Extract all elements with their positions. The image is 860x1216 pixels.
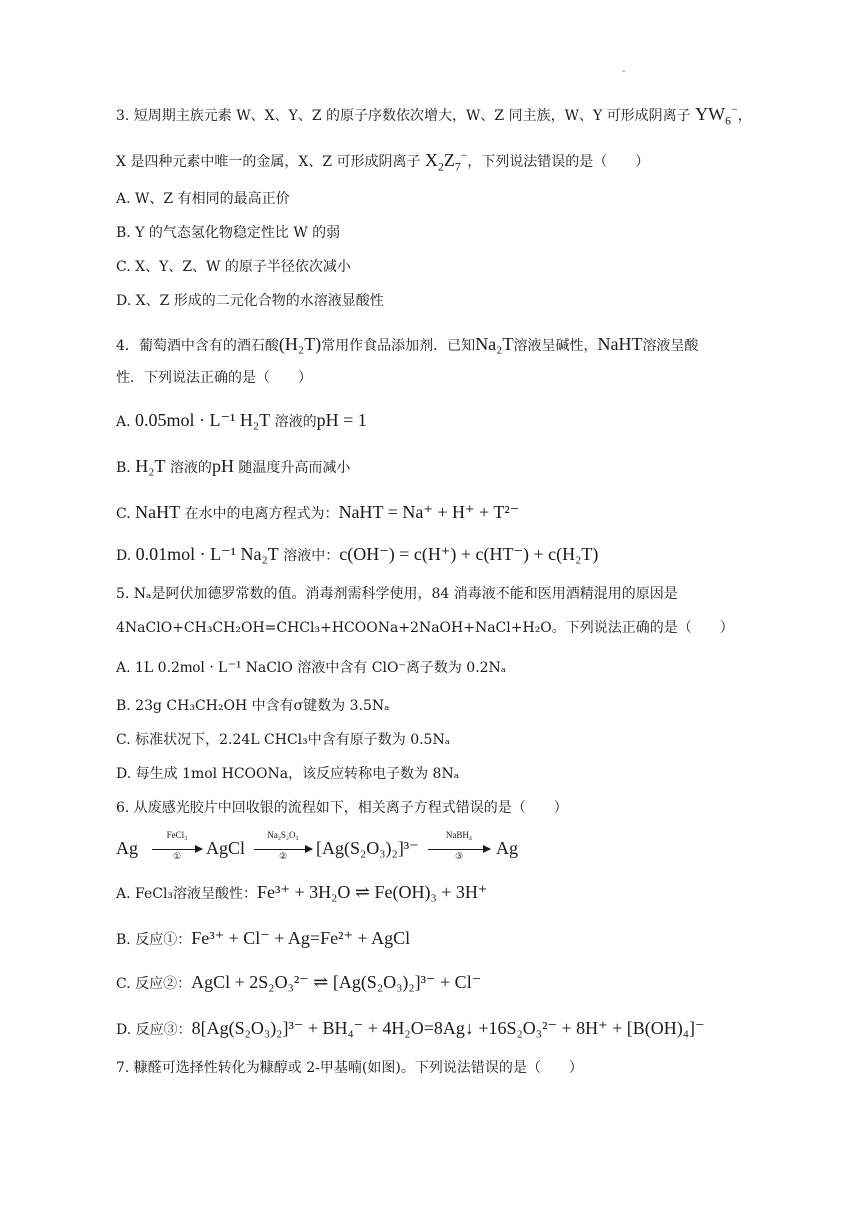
flow-step-2: ② xyxy=(278,851,288,861)
q7-stem: 7. 糠醛可选择性转化为糠醇或 2-甲基喃(如图)。下列说法错误的是（ ） xyxy=(116,1060,583,1076)
flow-reagent-na2s2o3: Na₂S₂O₃ xyxy=(267,830,299,840)
q4-option-a: A. 0.05mol · L⁻¹ H₂T 溶液的pH = 1 xyxy=(116,410,367,430)
page-mark: - xyxy=(622,66,626,77)
q3-ion-x2z7: $X_2Z_7^-$ xyxy=(425,149,468,174)
q3-option-d: D. X、Z 形成的二元化合物的水溶液显酸性 xyxy=(116,293,384,309)
q4-stem-line2: 性．下列说法正确的是（ ） xyxy=(116,370,312,386)
q4-option-d: D. 0.01mol · L⁻¹ Na₂T 溶液中：c(OH⁻) = c(H⁺) + c(HT⁻) + c(H₂T) xyxy=(116,544,599,564)
q4-option-b: B. H₂T 溶液的pH 随温度升高而减小 xyxy=(116,456,351,476)
q5-stem-line2: 4NaClO+CH₃CH₂OH=CHCl₃+HCOONa+2NaOH+NaCl+H₂O。下列说法正确的是（ ） xyxy=(116,620,734,636)
q6-option-c: C. 反应②：AgCl + 2S₂O₃²⁻ ⇌ [Ag(S₂O₃)₂]³⁻ + Cl⁻ xyxy=(116,972,482,992)
flow-step-1: ① xyxy=(172,851,182,861)
flow-arrow-2 xyxy=(254,849,312,850)
q5-option-d: D. 每生成 1mol HCOONa，该反应转称电子数为 8Nₐ xyxy=(116,766,460,782)
q6-stem: 6. 从废感光胶片中回收银的流程如下，相关离子方程式错误的是（ ） xyxy=(116,800,568,816)
flow-node-complex: [Ag(S₂O₃)₂]³⁻ xyxy=(316,838,419,858)
q6-flow-diagram xyxy=(116,830,536,864)
q3-option-b: B. Y 的气态氢化物稳定性比 W 的弱 xyxy=(116,225,341,241)
q3-stem-text: 3. 短周期主族元素 W、X、Y、Z 的原子序数依次增大，W、Z 同主族，W、Y 可形成阴离子 xyxy=(116,108,691,124)
flow-node-ag: Ag xyxy=(116,838,138,858)
q4-na2t: Na₂T xyxy=(475,334,514,354)
q5-option-c: C. 标准状况下，2.24L CHCl₃中含有原子数为 0.5Nₐ xyxy=(116,732,451,748)
q3-ion-yw6: $YW_6^-$ xyxy=(695,103,738,128)
flow-arrow-3 xyxy=(428,849,490,850)
q5-option-b: B. 23g CH₃CH₂OH 中含有σ键数为 3.5Nₐ xyxy=(116,698,390,714)
q3-stem-line1: 3. 短周期主族元素 W、X、Y、Z 的原子序数依次增大，W、Z 同主族，W、Y 可形成阴离子 $YW_6^-$， xyxy=(116,103,752,128)
flow-node-agcl: AgCl xyxy=(206,838,246,858)
q4-option-c: C. NaHT 在水中的电离方程式为：NaHT = Na⁺ + H⁺ + T²⁻ xyxy=(116,502,520,522)
flow-arrow-1 xyxy=(152,849,202,850)
q5-option-a: A. 1L 0.2mol · L⁻¹ NaClO 溶液中含有 ClO⁻离子数为 0.2Nₐ xyxy=(116,659,507,676)
q6-option-d: D. 反应③：8[Ag(S₂O₃)₂]³⁻ + BH₄⁻ + 4H₂O=8Ag↓ +16S₂O₃²⁻ + 8H⁺ + [B(OH)₄]⁻ xyxy=(116,1018,705,1038)
flow-reagent-fecl3: FeCl₃ xyxy=(166,830,188,840)
flow-step-3: ③ xyxy=(454,851,464,861)
q5-stem-line1: 5. Nₐ是阿伏加德罗常数的值。消毒剂需科学使用，84 消毒液不能和医用酒精混用的原因是 xyxy=(116,586,678,602)
q4-naht: NaHT xyxy=(597,334,643,354)
q6-option-a: A. FeCl₃溶液呈酸性：Fe³⁺ + 3H₂O ⇌ Fe(OH)₃ + 3H⁺ xyxy=(116,882,488,902)
q4-stem-line1: 4．葡萄酒中含有的酒石酸(H₂T)常用作食品添加剂．已知Na₂T溶液呈碱性，NaHT溶液呈酸 xyxy=(116,334,699,354)
q6-option-b: B. 反应①：Fe³⁺ + Cl⁻ + Ag=Fe²⁺ + AgCl xyxy=(116,928,411,948)
q4-h2t: (H₂T) xyxy=(278,334,322,354)
q3-option-c: C. X、Y、Z、W 的原子半径依次减小 xyxy=(116,259,351,275)
flow-node-ag-final: Ag xyxy=(496,838,518,858)
q3-option-a: A. W、Z 有相同的最高正价 xyxy=(116,191,290,207)
q3-stem-line2: X 是四种元素中唯一的金属，X、Z 可形成阴离子 $X_2Z_7^-$，下列说法错误的是（ ） xyxy=(116,149,650,174)
flow-reagent-nabh4: NaBH₄ xyxy=(445,830,473,840)
